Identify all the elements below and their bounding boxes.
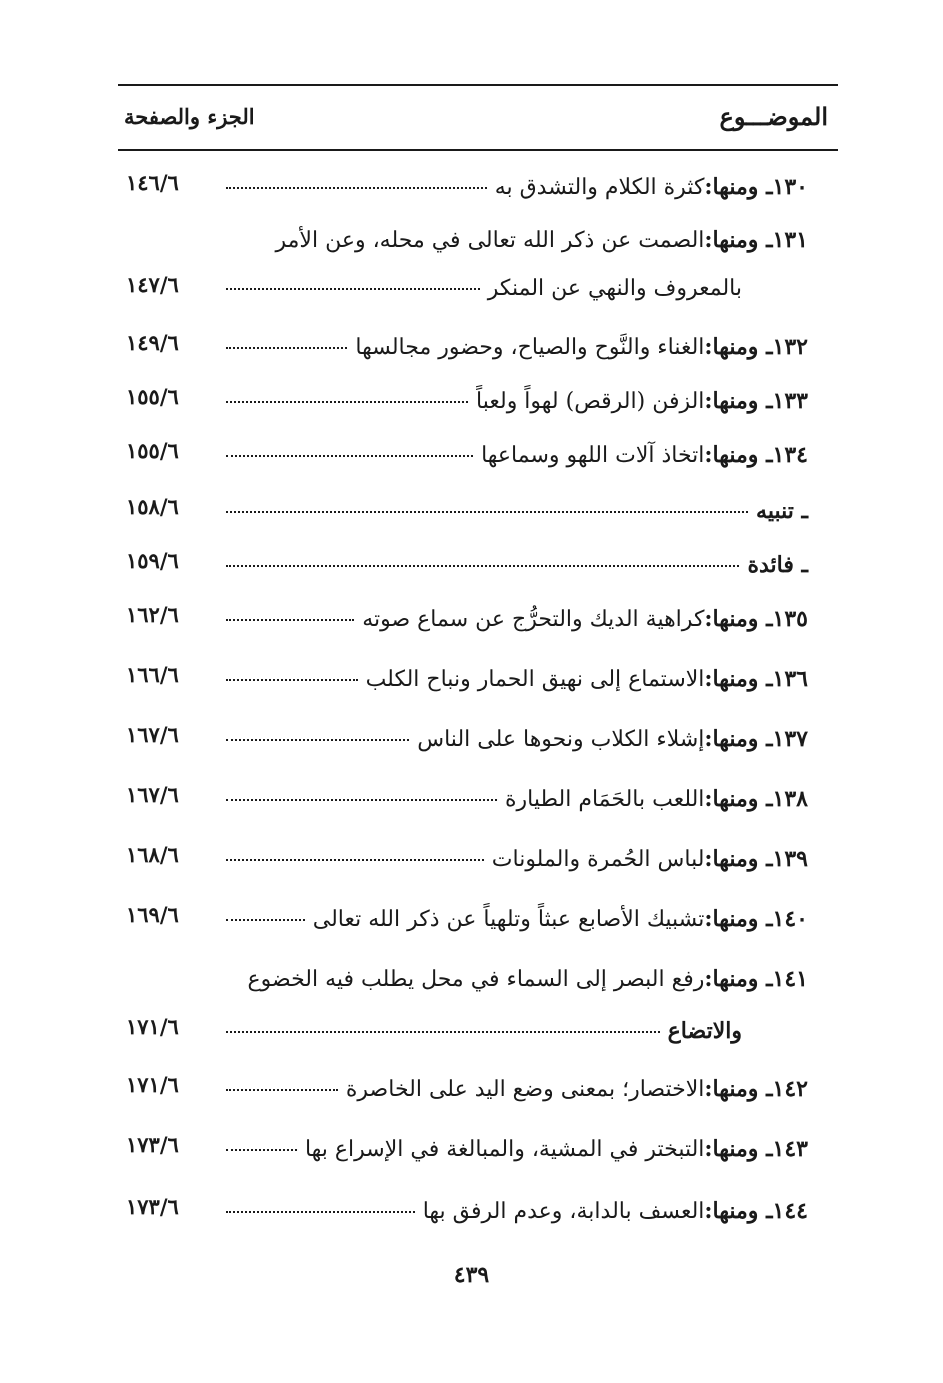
entry-title: تشبيك الأصابع عبثاً وتلهياً عن ذكر الله تعالى [312, 907, 705, 932]
entry-lead: ـ ومنها: [704, 1198, 773, 1224]
page-column-heading: الجزء والصفحة [124, 104, 255, 129]
top-rule [118, 84, 838, 86]
entry-number: ١٣٤ [772, 442, 808, 468]
entry-number: ١٣٦ [772, 666, 808, 692]
toc-entry [118, 438, 838, 478]
entry-title: كثرة الكلام والتشدق به [494, 175, 705, 200]
page-reference: ١٧٣/٦ [126, 1132, 179, 1157]
entry-title: إشلاء الكلاب ونحوها على الناس [417, 727, 705, 752]
entry-number: ١٣١ [772, 227, 808, 253]
entry-title: الصمت عن ذكر الله تعالى في محله، وعن الأمر [275, 228, 705, 253]
entry-number: ١٤١ [772, 966, 808, 992]
entry-lead: ـ ومنها: [704, 726, 773, 752]
dot-leader [226, 739, 409, 741]
topic-column-heading: الموضـــوع [719, 102, 828, 131]
entry-title: الزفن (الرقص) لهواً ولعباً [476, 389, 705, 414]
dot-leader [226, 565, 739, 567]
toc-entry [118, 842, 838, 882]
dot-leader [226, 511, 748, 513]
entry-line [218, 498, 808, 524]
page-reference: ١٦٦/٦ [126, 662, 179, 687]
entry-line [218, 276, 742, 301]
dot-leader [226, 919, 305, 921]
page-number: ٤٣٩ [453, 1262, 490, 1288]
entry-title: الاختصار؛ بمعنى وضع اليد على الخاصرة [345, 1077, 705, 1102]
page-reference: ١٥٥/٦ [126, 438, 179, 463]
page-reference: ١٦٨/٦ [126, 842, 179, 867]
page-reference: ١٤٦/٦ [126, 170, 179, 195]
entry-number: ١٣٩ [772, 846, 808, 872]
entry-line [218, 334, 808, 360]
toc-entry [118, 494, 838, 534]
toc-entry [118, 782, 838, 822]
entry-lead: ـ ومنها: [704, 334, 773, 360]
entry-number: ١٤٣ [772, 1136, 808, 1162]
entry-title: التبختر في المشية، والمبالغة في الإسراع بها [304, 1137, 705, 1162]
entry-lead: ـ ومنها: [704, 174, 773, 200]
toc-entry [118, 962, 838, 1002]
entry-title: اللعب بالحَمَام الطيارة [504, 787, 705, 812]
entry-lead: ـ ومنها: [704, 666, 773, 692]
table-header [118, 94, 838, 146]
entry-title: لباس الحُمرة والملونات [491, 847, 705, 872]
entry-line [218, 442, 808, 468]
dot-leader [226, 1031, 660, 1033]
entry-number: ١٣٥ [772, 606, 808, 632]
entry-lead: ـ ومنها: [704, 1136, 773, 1162]
dot-leader [226, 1149, 297, 1151]
entry-title: كراهية الديك والتحرُّج عن سماع صوته [362, 607, 705, 632]
toc-entry-continuation [118, 1014, 838, 1054]
entry-line [218, 1018, 742, 1044]
entry-lead: ـ ومنها: [704, 1076, 773, 1102]
page-reference: ١٧٣/٦ [126, 1194, 179, 1219]
entry-title-continuation: بالمعروف والنهي عن المنكر [487, 276, 742, 301]
dot-leader [226, 288, 480, 290]
page-reference: ١٧١/٦ [126, 1014, 179, 1039]
toc-entry [118, 722, 838, 762]
toc-entry [118, 662, 838, 702]
entry-title: رفع البصر إلى السماء في محل يطلب فيه الخضوع [247, 967, 705, 992]
page-reference: ١٤٧/٦ [126, 272, 179, 297]
entry-title: الغناء والنَّوح والصياح، وحضور مجالسها [355, 335, 705, 360]
entry-line [218, 606, 808, 632]
dot-leader [226, 347, 347, 349]
entry-lead: ـ ومنها: [704, 786, 773, 812]
entry-number: ١٤٤ [772, 1198, 808, 1224]
toc-entry [118, 384, 838, 424]
dot-leader [226, 187, 487, 189]
toc-entry-continuation [118, 272, 838, 312]
entry-lead: ـ ومنها: [704, 442, 773, 468]
page-reference: ١٦٧/٦ [126, 722, 179, 747]
entry-lead: ـ ومنها: [704, 966, 773, 992]
dot-leader [226, 619, 354, 621]
page-reference: ١٤٩/٦ [126, 330, 179, 355]
toc-entry [118, 1072, 838, 1112]
entry-lead: ـ ومنها: [704, 227, 773, 253]
entry-lead: ـ ومنها: [704, 388, 773, 414]
entry-line [218, 388, 808, 414]
entry-number: ١٣٠ [772, 174, 808, 200]
toc-entry [118, 1132, 838, 1172]
toc-entry [118, 170, 838, 210]
entry-line [218, 174, 808, 200]
page-reference: ١٥٨/٦ [126, 494, 179, 519]
toc-entry [118, 902, 838, 942]
entry-title: العسف بالدابة، وعدم الرفق بها [422, 1199, 705, 1224]
entry-line [218, 846, 808, 872]
entry-line [218, 726, 808, 752]
entry-lead: ـ ومنها: [704, 906, 773, 932]
entry-line [214, 966, 808, 992]
entry-label: ـ فائدة [747, 552, 808, 578]
entry-line [218, 1076, 808, 1102]
entry-lead: ـ ومنها: [704, 606, 773, 632]
entry-line [218, 1136, 808, 1162]
page-reference: ١٥٥/٦ [126, 384, 179, 409]
entry-line [218, 1198, 808, 1224]
entry-title: اتخاذ آلات اللهو وسماعها [481, 443, 705, 468]
dot-leader [226, 799, 497, 801]
entry-title-continuation: والاتضاع [667, 1018, 742, 1044]
entry-line [218, 786, 808, 812]
dot-leader [226, 1089, 338, 1091]
entry-line [214, 227, 808, 253]
toc-entry [118, 602, 838, 642]
page-reference: ١٦٩/٦ [126, 902, 179, 927]
entry-line [218, 552, 808, 578]
entry-number: ١٣٣ [772, 388, 808, 414]
dot-leader [226, 859, 484, 861]
dot-leader [226, 679, 358, 681]
toc-entry [118, 223, 838, 263]
page-reference: ١٦٢/٦ [126, 602, 179, 627]
toc-entry [118, 330, 838, 370]
dot-leader [226, 401, 468, 403]
entry-number: ١٤٢ [772, 1076, 808, 1102]
header-rule [118, 149, 838, 151]
entry-line [218, 666, 808, 692]
toc-entry [118, 1194, 838, 1234]
dot-leader [226, 1211, 415, 1213]
page-reference: ١٦٧/٦ [126, 782, 179, 807]
entry-number: ١٣٨ [772, 786, 808, 812]
entry-lead: ـ ومنها: [704, 846, 773, 872]
page-reference: ١٧١/٦ [126, 1072, 179, 1097]
entry-number: ١٤٠ [772, 906, 808, 932]
toc-entry [118, 548, 838, 588]
entry-label: ـ تنبيه [756, 498, 808, 524]
entry-line [218, 906, 808, 932]
entry-title: الاستماع إلى نهيق الحمار ونباح الكلب [365, 667, 705, 692]
entry-number: ١٣٢ [772, 334, 808, 360]
dot-leader [226, 455, 473, 457]
entry-number: ١٣٧ [772, 726, 808, 752]
page-reference: ١٥٩/٦ [126, 548, 179, 573]
